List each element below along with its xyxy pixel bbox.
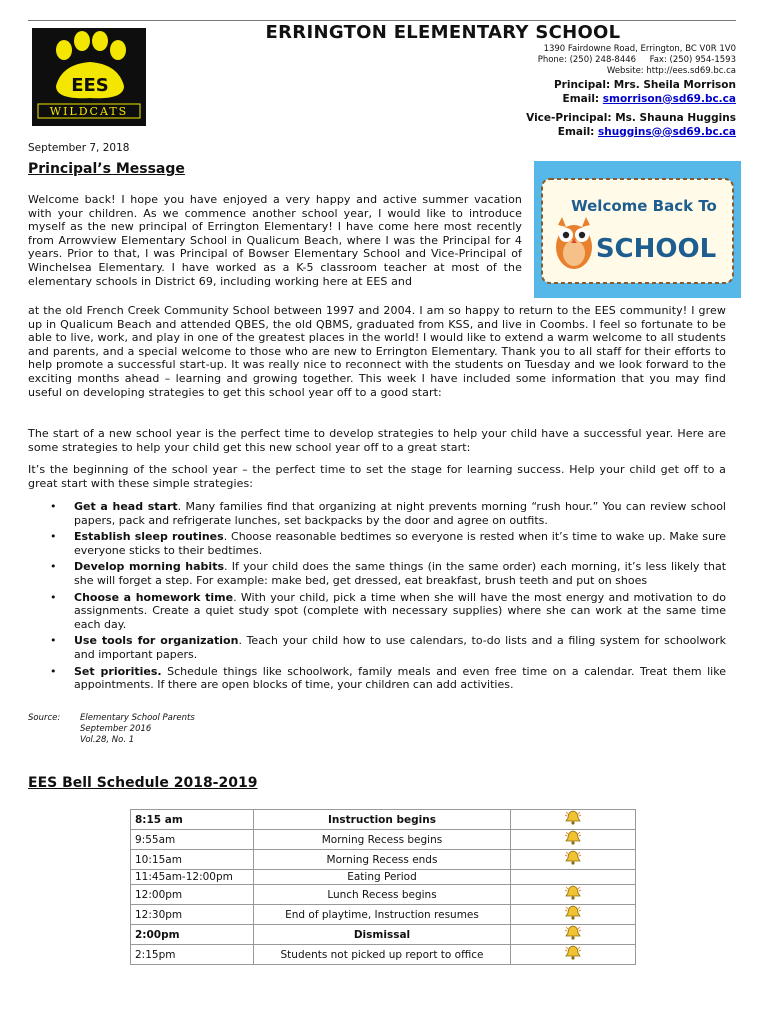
fax: Fax: (250) 954-1593 bbox=[649, 55, 736, 65]
list-item bbox=[28, 665, 726, 692]
strategy-separator: . bbox=[223, 530, 232, 544]
source-line: September 2016 bbox=[80, 724, 152, 734]
bell-event: Instruction begins bbox=[254, 810, 511, 830]
bell-event: Morning Recess begins bbox=[254, 830, 511, 850]
vp-email-line bbox=[526, 126, 736, 140]
strategy-text: Many families find that organizing at night prevents morning “rush hour.” You can review school papers, pack and refrigerate lunches, set backpacks by the door and agree on outfits. bbox=[74, 500, 726, 527]
phone-fax bbox=[526, 55, 736, 66]
principal-email-link[interactable]: smorrison@sd69.bc.ca bbox=[602, 92, 736, 105]
bell-event: Students not picked up report to office bbox=[254, 945, 511, 965]
strategies-intro-paragraph: The start of a new school year is the perfect time to develop strategies to help your child have a successful year. Here are some strategies to help your child get this new school year off to a great start: bbox=[28, 427, 726, 454]
bell-event: Dismissal bbox=[254, 925, 511, 945]
strategy-text: Teach your child how to use calendars, to-do lists and a filing system for schoolwork and important papers. bbox=[74, 634, 726, 661]
bell-event: End of playtime, Instruction resumes bbox=[254, 905, 511, 925]
bell-schedule-table bbox=[130, 809, 636, 965]
table-row bbox=[131, 945, 636, 965]
source-citation bbox=[28, 713, 195, 746]
bell-time: 11:45am-12:00pm bbox=[131, 870, 254, 885]
list-item bbox=[28, 530, 726, 557]
strategy-title: Set priorities. bbox=[74, 664, 162, 678]
source-line: Vol.28, No. 1 bbox=[80, 735, 135, 745]
bell-indicator bbox=[511, 945, 636, 965]
table-row bbox=[131, 810, 636, 830]
strategy-text: With your child, pick a time when she will have the most energy and motivation to do assignments. Create a quiet study spot (complete with necessary supplies) where she can work at the same time each day. bbox=[74, 590, 726, 631]
bell-schedule-title: EES Bell Schedule 2018-2019 bbox=[28, 775, 258, 791]
strategy-title: Establish sleep routines bbox=[74, 530, 224, 544]
list-item bbox=[28, 500, 726, 527]
image-text-top: Welcome Back To bbox=[571, 197, 717, 215]
bell-time: 12:30pm bbox=[131, 905, 254, 925]
letter-date: September 7, 2018 bbox=[28, 142, 130, 154]
bell-indicator bbox=[511, 850, 636, 870]
vp-email-label: Email: bbox=[557, 125, 595, 138]
bell-time: 2:15pm bbox=[131, 945, 254, 965]
bell-time: 2:00pm bbox=[131, 925, 254, 945]
school-logo bbox=[32, 28, 146, 126]
welcome-back-image bbox=[534, 161, 741, 298]
principal-message-title: Principal’s Message bbox=[28, 161, 185, 177]
table-row bbox=[131, 905, 636, 925]
list-item bbox=[28, 560, 726, 587]
bell-time: 12:00pm bbox=[131, 885, 254, 905]
logo-letters: EES bbox=[71, 75, 109, 96]
strategy-title: Develop morning habits bbox=[74, 560, 225, 574]
strategy-separator: . bbox=[238, 634, 247, 648]
school-name: ERRINGTON ELEMENTARY SCHOOL bbox=[265, 22, 621, 43]
bell-indicator bbox=[511, 870, 636, 885]
list-item bbox=[28, 634, 726, 661]
bell-time: 8:15 am bbox=[131, 810, 254, 830]
address: 1390 Fairdowne Road, Errington, BC V0R 1V0 bbox=[543, 44, 736, 54]
principal-email-label: Email: bbox=[562, 92, 600, 105]
principal-email-line bbox=[526, 93, 736, 107]
bell-indicator bbox=[511, 830, 636, 850]
bell-icon bbox=[564, 885, 582, 900]
table-row bbox=[131, 925, 636, 945]
intro-paragraph-wrapped: Welcome back! I hope you have enjoyed a very happy and active summer vacation with your children. As we commence another school year, I would like to introduce myself as the new principal of Errington Elementary! I have come here most recently from Arrowview Elementary School in Qualicum Beach, where I was the Principal for 4 years. Prior to that, I was Principal of Bowser Elementary School and Vice-Principal of Winchelsea Elementary. I have worked as a K-5 classroom teacher at most of the elementary schools in District 69, including working here at EES and bbox=[28, 193, 522, 288]
list-item bbox=[28, 591, 726, 632]
image-text-bottom: SCHOOL bbox=[595, 234, 717, 264]
strategy-text: If your child does the same things (in the same order) each morning, it’s less likely that she will forget a step. For example: make bed, get dressed, eat breakfast, brush teeth and put on shoes bbox=[74, 560, 727, 587]
header-rule bbox=[28, 20, 736, 21]
bell-icon bbox=[564, 925, 582, 940]
bell-indicator bbox=[511, 925, 636, 945]
strategies-list bbox=[28, 500, 726, 695]
logo-banner: WILDCATS bbox=[49, 105, 129, 118]
contact-block bbox=[526, 44, 736, 139]
bell-event: Lunch Recess begins bbox=[254, 885, 511, 905]
source-label: Source: bbox=[28, 713, 61, 723]
strategy-title: Use tools for organization bbox=[74, 634, 239, 648]
bell-icon bbox=[564, 945, 582, 960]
vp-email-link[interactable]: shuggins@@sd69.bc.ca bbox=[598, 125, 736, 138]
table-row bbox=[131, 885, 636, 905]
strategy-text: Choose reasonable bedtimes so everyone is rested when it’s time to wake up. Make sure everyone sticks to their bedtimes. bbox=[74, 530, 726, 557]
strategy-title: Choose a homework time bbox=[74, 590, 234, 604]
strategies-lead-paragraph: It’s the beginning of the school year – the perfect time to set the stage for learning success. Help your child get off to a great start with these simple strategies: bbox=[28, 463, 726, 490]
phone: Phone: (250) 248-8446 bbox=[537, 55, 637, 65]
bell-icon bbox=[564, 830, 582, 845]
strategy-separator: . bbox=[177, 500, 186, 513]
bell-indicator bbox=[511, 905, 636, 925]
table-row bbox=[131, 850, 636, 870]
bell-icon bbox=[564, 905, 582, 920]
bell-time: 9:55am bbox=[131, 830, 254, 850]
strategy-text: Schedule things like schoolwork, family meals and even free time on a calendar. Treat them like appointments. If there are open blocks of time, your children can add activities. bbox=[74, 664, 726, 692]
bell-indicator bbox=[511, 885, 636, 905]
principal: Principal: Mrs. Sheila Morrison bbox=[553, 79, 736, 91]
bell-event: Morning Recess ends bbox=[254, 850, 511, 870]
strategy-separator: . bbox=[224, 560, 232, 574]
bell-time: 10:15am bbox=[131, 850, 254, 870]
vice-principal: Vice-Principal: Ms. Shauna Huggins bbox=[526, 112, 736, 124]
strategy-separator: . bbox=[233, 590, 241, 604]
table-row bbox=[131, 870, 636, 885]
source-line: Elementary School Parents bbox=[80, 713, 195, 723]
intro-paragraph-continued: at the old French Creek Community School between 1997 and 2004. I am so happy to return to the EES community! I grew up in Qualicum Beach and attended QBES, the old QBMS, graduated from KSS, and live in Coombs. I feel so fortunate to be able to live, work, and play in one of the greatest places in the world! I would like to extend a warm welcome to all students and parents, and a special welcome to those who are new to Errington Elementary. Thank you to all staff for their efforts to help promote a successful start-up. It was really nice to reconnect with the students on Tuesday and we look forward to the exciting months ahead – learning and growing together. This week I have included some information that you may find useful on developing strategies to get this school year off to a good start: bbox=[28, 304, 726, 399]
website: Website: http://ees.sd69.bc.ca bbox=[606, 66, 736, 76]
strategy-title: Get a head start bbox=[74, 500, 178, 513]
bell-event: Eating Period bbox=[254, 870, 511, 885]
bell-indicator bbox=[511, 810, 636, 830]
bell-icon bbox=[564, 810, 582, 825]
bell-icon bbox=[564, 850, 582, 865]
table-row bbox=[131, 830, 636, 850]
